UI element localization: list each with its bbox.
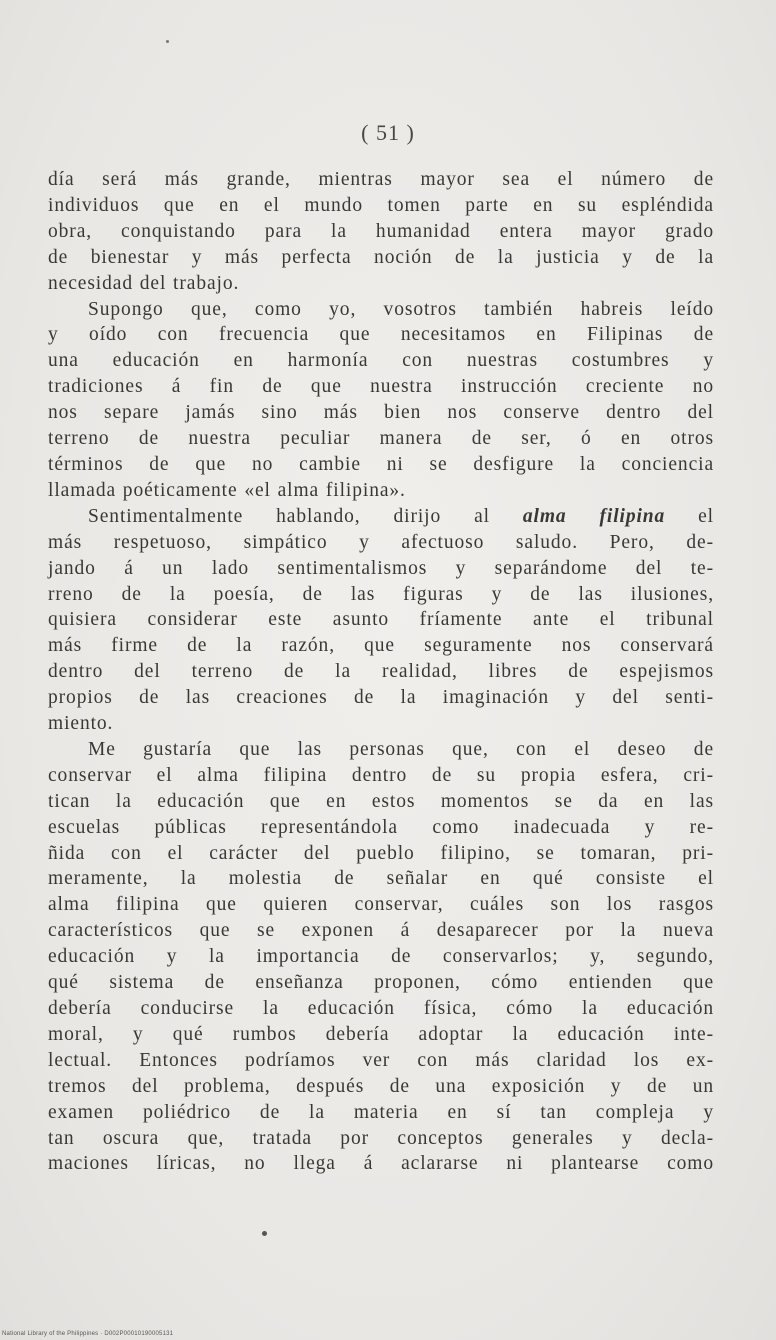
text-line: una educación en harmonía con nuestras costumbres y — [48, 350, 714, 372]
text-line: tican la educación que en estos momentos se da en las — [48, 790, 714, 812]
text-line: qué sistema de enseñanza proponen, cómo entienden que — [48, 972, 714, 994]
text-line: términos de que no cambie ni se desfigure la conciencia — [48, 453, 714, 475]
text-line: tradiciones á fin de que nuestra instrucción creciente no — [48, 376, 714, 398]
text-line: Me gustaría que las personas que, con el deseo de — [88, 738, 714, 760]
text-line: meramente, la molestia de señalar en qué consiste el — [48, 868, 714, 890]
text-line: moral, y qué rumbos debería adoptar la educación inte- — [48, 1023, 714, 1045]
text-line: jando á un lado sentimentalismos y separándome del te- — [48, 557, 714, 579]
text-line: escuelas públicas representándola como inadecuada y re- — [48, 816, 714, 838]
text-line: dentro del terreno de la realidad, libres de espejismos — [48, 661, 714, 683]
ink-speck — [166, 40, 169, 43]
archive-footer: National Library of the Philippines · D002P00010190005131 — [2, 1331, 174, 1337]
text-line: examen poliédrico de la materia en sí tan compleja y — [48, 1101, 714, 1123]
text-line: Supongo que, como yo, vosotros también habreis leído — [88, 298, 714, 320]
text-line: obra, conquistando para la humanidad entera mayor grado — [48, 220, 714, 242]
text-line: quisiera considerar este asunto fríamente ante el tribunal — [48, 609, 714, 631]
text-line: tremos del problema, después de una exposición y de un — [48, 1075, 714, 1097]
paragraph-3 — [48, 504, 714, 737]
text-line: de bienestar y más perfecta noción de la justicia y de la — [48, 246, 714, 268]
text-line: ñida con el carácter del pueblo filipino, se tomaran, pri- — [48, 842, 714, 864]
text-line: día será más grande, mientras mayor sea el número de — [48, 169, 714, 190]
text-line: individuos que en el mundo tomen parte en su espléndida — [48, 194, 714, 216]
text-line: llamada poéticamente «el alma filipina». — [48, 479, 406, 501]
text-line: debería conducirse la educación física, cómo la educación — [48, 998, 714, 1019]
text-line: conservar el alma filipina dentro de su propia esfera, cri- — [48, 764, 714, 786]
text-line: más firme de la razón, que seguramente nos conservará — [48, 635, 714, 657]
text-line: alma filipina que quieren conservar, cuáles son los rasgos — [48, 894, 714, 916]
page-number: ( 51 ) — [361, 120, 415, 145]
text-line: nos separe jamás sino más bien nos conserve dentro del — [48, 402, 714, 424]
text-segment: el — [665, 505, 714, 527]
text-line: educación y la importancia de conservarlos; y, segundo, — [48, 946, 714, 968]
text-line: más respetuoso, simpático y afectuoso saludo. Pero, de- — [48, 531, 714, 553]
paragraph-4 — [48, 737, 714, 1177]
paragraph-1 — [48, 167, 714, 297]
emphasis-alma-filipina: alma filipina — [522, 505, 666, 527]
text-line: necesidad del trabajo. — [48, 272, 240, 294]
text-line: miento. — [48, 713, 114, 735]
text-line: maciones líricas, no llega á aclararse ni plantearse como — [48, 1153, 714, 1175]
text-line: característicos que se exponen á desaparecer por la nueva — [48, 920, 714, 942]
text-line: y oído con frecuencia que necesitamos en Filipinas de — [48, 324, 714, 346]
text-line: terreno de nuestra peculiar manera de ser, ó en otros — [48, 428, 714, 450]
paragraph-2 — [48, 297, 714, 504]
text-segment: Sentimentalmente hablando, dirijo al — [88, 505, 523, 527]
text-line — [48, 504, 714, 530]
text-line: lectual. Entonces podríamos ver con más claridad los ex- — [48, 1049, 714, 1071]
text-line: rreno de la poesía, de las figuras y de las ilusiones, — [48, 583, 714, 605]
body-text — [48, 167, 714, 1177]
text-line: propios de las creaciones de la imaginación y del senti- — [48, 687, 714, 709]
text-line: tan oscura que, tratada por conceptos generales y decla- — [48, 1127, 714, 1149]
ink-speck — [262, 1231, 267, 1236]
